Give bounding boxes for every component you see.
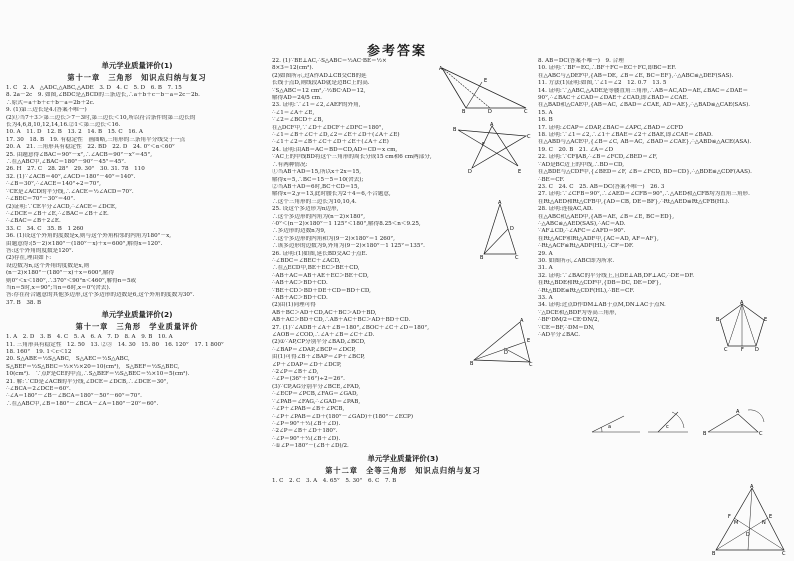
- answer-line: ∵AC上的中线BD将这个三角形的周长分成15 cm和6 cm两部分,: [272, 154, 432, 161]
- answer-line: 答:这个外角的度数是120°.: [6, 247, 74, 254]
- answer-line: 10. A 11. D 12. B 13. 2 14. B 15. C 16. A: [6, 129, 143, 136]
- answer-line: 在△ABD与△ACE中,{∠B＝∠C, AB＝AC, ∠BAD＝∠CAE},∴△ABD≌△ACE(ASA).: [538, 139, 752, 146]
- answer-line: ∴Rt△BDE≌Rt△CDF(HL),∴BE＝CF.: [538, 287, 635, 294]
- answer-line: 在△BAD和△CAE中,{AB＝AC, ∠BAD＝∠CAE, AD＝AE},∴△BAD≌△CAE(SAS).: [538, 102, 751, 109]
- answer-line: ∴∠P＋∠PAB＝∠D＋(180°－∠GAD)＋(180°－∠ECP): [272, 413, 414, 420]
- answer-line: 25. 设这个多边形为n边形,: [272, 206, 339, 213]
- answer-line: ∴在△ABC中,∠B＝180°－∠BCA－∠A＝180°－20°＝60°.: [6, 400, 159, 407]
- fig22-label-e: E: [484, 78, 488, 84]
- answer-line: (n－2)×180°－(180°－x)＋x＝600°,解得: [6, 270, 115, 277]
- answer-line: 当n＝5时,x＝90°;当n＝6时,x＝0°(舍去).: [6, 284, 111, 291]
- answer-line: 37. B 38. B: [6, 299, 42, 306]
- answer-line: 由题意得:(5－2)×180°－(180°－x)＋x＝600°,解得x＝120°.: [6, 240, 163, 247]
- answer-line: 长为4,6,8,10,12,14,16.②1＜第三边长＜16.: [6, 122, 121, 129]
- fig28-label-e: E: [764, 317, 768, 323]
- fig34-label-b: B: [712, 551, 716, 556]
- answer-line: S△BEF＝½S△BEC＝½×½×20＝10(cm²), S△BEF＝½S△BEC,: [6, 363, 180, 370]
- answer-line: 22. 证明:∵CF∥AB,∴∠B＝∠FCD,∠BED＝∠F,: [538, 154, 658, 161]
- chapter-heading-3: 第十二章 全等三角形 知识点归纳与复习: [325, 465, 481, 475]
- answer-line: 长线于点D,则线段AD就是边BC上的高.: [272, 80, 370, 87]
- answer-line: ∠AOB＝∠COD,∴∠A＋∠B＝∠C＋∠D.: [272, 332, 375, 339]
- answer-line: 23. 证明:∵∠1＝∠2,∠AEF的外角,: [272, 102, 361, 109]
- chapter-heading-2: 第十一章 三角形 学业质量评价: [75, 322, 199, 332]
- answer-line: (2)证明:∵CE平分∠ACD,∴∠ACE＝∠DCE,: [6, 203, 117, 210]
- fig34-label-d: D: [746, 532, 750, 538]
- fig34-label-c: C: [782, 551, 786, 556]
- answer-line: 在Rt△AED和Rt△CFB中,{AD＝CB, DE＝BF},∴Rt△AED≌Rt△CFB(HL).: [538, 198, 730, 205]
- answer-line: 由(1)可得∠B＋∠BAP＝∠P＋∠BCP,: [272, 354, 365, 361]
- answer-line: ∴BE＝CF.: [538, 176, 565, 183]
- answer-line: 24. 证明:由AB＝AC＝BD＝CD,AD＝CD＝x cm,: [272, 146, 398, 153]
- answer-line: 8. AB＝DC(答案不唯一) 9. 合理: [538, 58, 624, 64]
- answer-line: ∴这个多边形的内角和为(9－2)×180°＝1 260°,: [272, 235, 395, 242]
- fig24-label-c: C: [515, 255, 519, 260]
- answer-line: ∵∠PAB＝∠FAG,∴∠GAD＝∠PAB,: [272, 398, 361, 405]
- answer-line: ∴①∠P＝180°－(∠B＋∠D)/2.: [272, 443, 349, 450]
- fig26-label-d: D: [504, 350, 508, 356]
- answer-line: 则0°＜x＜180°,∴370°＜90°n＜460°,解得n＝5或: [6, 277, 137, 284]
- figure-24-isosceles: [480, 200, 520, 260]
- section-heading-1: 单元学业质量评价(1): [101, 61, 173, 70]
- answer-line: 9. (1)第三边长是4.(答案不唯一): [6, 107, 87, 114]
- fig24-label-b: B: [480, 255, 484, 260]
- fig22-label-c: C: [524, 109, 528, 114]
- answer-line: ∴∠B＝30°,∴∠ACE＝140°÷2＝70°,: [6, 181, 101, 188]
- answer-line: ∴这个三角形的三边长为10,10,4.: [272, 198, 357, 205]
- answer-line: ①当AB＋AD＝15,所以x＋2x＝15,: [272, 169, 362, 176]
- answer-line: 10. 证明:∵BF＝EC,∴BF＋FC＝EC＋FC,即BC＝EF.: [538, 65, 677, 72]
- answer-line: 1. C 2. A △ADC,△ABC,△ADE 3. D 4. C 5. D 6. B 7. 15: [6, 85, 182, 91]
- answer-line: 解得x＝5,∴BC＝15－5＝10(舍去);: [272, 176, 364, 183]
- answer-line: ∴BF·DM/2＝CE·DN/2,: [538, 317, 600, 324]
- answer-line: ∴∠ECP＝∠PCB,∠FAG＝∠GAD,: [272, 391, 359, 398]
- answer-list-4: [272, 478, 534, 485]
- answer-line: ∵CE＝BF,∴DM＝DN,: [538, 324, 595, 331]
- answer-line: 32. 证明:∵∠BAC的平分线上,且DE⊥AB,DF⊥AC,∴DE＝DF.: [538, 272, 695, 279]
- fig28-label-f: F: [741, 347, 744, 352]
- answer-line: 1. C 2. C 3. A 4. 65° 5. 30° 6. C 7. B: [272, 477, 397, 484]
- answer-line: ∴该多边形的边数为9,外角为(9－2)×180°－1 125°＝135°.: [272, 243, 425, 250]
- figure-30-construction: [588, 408, 788, 436]
- fig34-label-m: M: [734, 520, 739, 526]
- answer-line: 在△BDE与△CDF中,{∠BED＝∠F, ∠B＝∠FCD, BD＝CD},∴△BDE≌△CDF(AAS).: [538, 169, 752, 176]
- section-heading-3: 单元学业质量评价(3): [367, 453, 439, 463]
- answer-line: 17. 证明:∠CAP＝∠DAP,∠BAC＝∠APC,∠BAD＝∠CFD: [538, 124, 684, 131]
- answer-line: ∴AB＋AC＝AB＋AE＋EC＞BE＋CD,: [272, 272, 369, 279]
- answer-line: 解得x＝2,y＝13,此时腰长为2＋4＝6,不合题意,: [272, 191, 391, 198]
- fig34-label-f: F: [728, 514, 731, 520]
- page-title: 参考答案: [366, 44, 427, 59]
- fig28-label-d: D: [755, 347, 759, 352]
- answer-line: ∴∠P＝(36°＋16°)÷2＝26°.: [272, 376, 345, 383]
- fig30-label-a: A: [736, 409, 740, 415]
- answer-line: ∴0°＜(n－2)×180°－1 125°＜180°,解得8.25＜n＜9.25,: [272, 220, 421, 227]
- answer-list-5: [538, 58, 790, 339]
- fig22-label-b: B: [462, 109, 466, 114]
- answer-line: ∴这个多边形的内角为(n－2)×180°,: [272, 213, 365, 220]
- answer-line: 25. 由题意得∠BAC＝90°－x°,∴∠ACB＝90°－x°＝45°,: [6, 151, 153, 158]
- answer-line: 28. 证明:连接AC,AD.: [538, 206, 593, 213]
- answer-line: 在△DCF中,∵∠D＋∠DCF＋∠DFC＝180°,: [272, 124, 384, 131]
- answer-line: ∴∠1＋∠2＝∠B＋∠C＋∠D＋∠E＋(∠A＋∠E): [272, 139, 389, 146]
- answer-line: ∵△DCE和△BDF为等高三角形,: [538, 309, 617, 316]
- answer-line: 34. 证明:过点D作DM⊥AB于点M,DN⊥AC于点N.: [538, 302, 666, 309]
- fig34-label-n: N: [762, 520, 766, 526]
- fig23-label-f: F: [482, 142, 485, 148]
- answer-line: ∴在△ECD中,BE＋EC＞BE＋CD,: [272, 265, 360, 272]
- fig30-label-a-small: a: [608, 424, 612, 430]
- fig24-label-d: D: [510, 226, 514, 232]
- answer-line: ∴∠P＋∠PAB＝∠B＋∠PCB,: [272, 406, 345, 413]
- answer-line: ∴∠A＝180°－∠B－∠BCA＝180°－50°－60°＝70°.: [6, 393, 142, 400]
- answer-line: ∴∠P＝90°＋½(∠B＋∠D).: [272, 420, 341, 427]
- answer-line: 在△ABC和△AED中,{AB＝AE, ∠B＝∠E, BC＝ED},: [538, 213, 674, 220]
- answer-line: 14. 证明:∵△ABC,△ADE是等腰直角三角形,∴AB＝AC,AD＝AE,∠BAC＝∠DAE＝: [538, 87, 749, 94]
- answer-line: (2)存在,理由如下:: [6, 255, 52, 262]
- answer-line: 解得AD＝24/5 cm.: [272, 95, 322, 102]
- answer-line: ∵AD是BC边上的中线,∴BD＝CD,: [538, 161, 625, 168]
- answer-line: ∵BE＋CD＞BD＋DE＋CD＝BD＋CD,: [272, 287, 371, 294]
- answer-line: (2)如图所示,过A作AD⊥CB交CB的延: [272, 72, 367, 79]
- answer-line: 23. C 24. C 25. AB＝DC(答案不唯一) 26. 3: [538, 183, 665, 190]
- answer-line: ∴∠BAP＝∠DAP,∠BCP＝∠DCP,: [272, 346, 356, 353]
- fig26-label-b: B: [470, 361, 474, 366]
- answer-line: ∴原式＝a＋b＋c＋b－a＝2b＋2c.: [6, 99, 95, 106]
- answer-line: 90°,∴∠BAC＋∠CAD＝∠DAE＋∠CAD,即∠BAD＝∠CAE.: [538, 95, 689, 102]
- fig30-label-b: B: [703, 431, 707, 436]
- answer-list-1: [6, 85, 268, 307]
- fig23-label-d: D: [468, 169, 472, 174]
- answer-line: 26. H 27. C 28. 28° 29. 30° 30. 31. 78 110: [6, 166, 145, 173]
- answer-line: 在△ABC与△DEF中,{AB＝DE, ∠B＝∠E, BC＝EF},∴△ABC≌△DEF(SAS).: [538, 72, 734, 79]
- fig24-label-a: A: [498, 200, 502, 206]
- figure-26-triangle: [470, 318, 534, 366]
- answer-line: 36. (1)设这个外角的度数是x,则与这个外角相邻的内角为180°－x,: [6, 233, 171, 240]
- answer-line: 17. 30 18. B 19. 有稳定性 画图略,三角形的三条角平分线交于一点: [6, 136, 186, 143]
- answer-line: 18. 160° 19. 1＜c＜12: [6, 349, 72, 355]
- answer-line: (2)①∵AP,CP分别平分∠BAD,∠BCD,: [272, 339, 366, 346]
- answer-line: (3)∵CP,AG分别平分∠BCE,∠FAD,: [272, 383, 361, 390]
- answer-line: ∴∠BDC＝∠BEC＋∠ACD,: [272, 257, 341, 264]
- answer-line: ∴2∠P＝∠B＋∠D,: [272, 369, 319, 376]
- answer-line: 18. 证明:∵∠1＝∠2,∴∠1＋∠BAE＝∠2＋∠BAE,即∠CAE＝∠BAD.: [538, 132, 713, 139]
- answer-line: ∵S△ABC＝12 cm²,∴½BC·AD＝12,: [272, 87, 366, 94]
- answer-line: 29. A: [538, 250, 553, 257]
- answer-line: 11. 方法(1)证明:如图,∵∠1＝∠2 12. 0.7 13. 5: [538, 80, 667, 87]
- fig26-label-a: A: [520, 318, 524, 324]
- answer-line: 16. B: [538, 117, 553, 124]
- answer-line: ∴AB＋AC＞BD＋CD.: [272, 295, 328, 301]
- fig30-label-c: C: [759, 431, 763, 436]
- answer-line: ∴∠1＝∠A＋∠E,: [272, 109, 315, 116]
- fig23-label-c: C: [527, 134, 531, 140]
- fig23-label-a: A: [490, 122, 494, 128]
- fig28-label-b: B: [716, 317, 720, 323]
- answer-line: ∴∠BAC＝∠B＋2∠E.: [6, 218, 61, 225]
- answer-line: ∵∠2＝∠BCD＋∠B,: [272, 117, 324, 124]
- answer-line: ∴2∠P＝∠B＋∠D＋180°.: [272, 428, 338, 435]
- fig22-label-d: D: [488, 109, 492, 114]
- chapter-heading-1: 第十一章 三角形 知识点归纳与复习: [67, 73, 207, 82]
- answer-line: ∵CE是∠ACD的平分线,∴∠ACE＝½∠ACD＝70°.: [6, 188, 134, 195]
- answer-line: ∴△ABC≌△AED(SAS),∴AC＝AD.: [538, 220, 626, 227]
- answer-line: 30. 如图所示,∠ABC即为所求.: [538, 257, 615, 264]
- answer-line: ∴AB＋AC＞BD＋CD.: [272, 280, 328, 287]
- answer-line: 33. A: [538, 295, 553, 301]
- fig22-label-a: A: [439, 66, 443, 72]
- answer-line: 22. (1)∵BE⊥AC,∴S△ABC＝½AC·BE＝½×: [272, 58, 387, 64]
- fig26-label-c: C: [529, 362, 533, 366]
- answer-line: 20. A 21. 三角形具有稳定性 22. BD 22. D 24. 0°＜α＜60°: [6, 144, 175, 151]
- answer-line: 27. 证明:∵∠CFB＝90°,∴∠AED＝∠CFB＝90°,∴△AED和△CFB均为直角三角形.: [538, 191, 750, 198]
- answer-line: AB＋AC＞BD＋CD,∴AB＋AC＋BC＞AD＋BD＋CD.: [272, 317, 411, 324]
- answer-line: ②当AB＋AD＝6时,BC＋CD＝15,: [272, 183, 360, 190]
- answer-line: 8×3＝12(cm²).: [272, 65, 314, 72]
- answer-line: ∴∠BCA＝2∠DCE＝60°.: [6, 386, 71, 393]
- answer-line: 设边数为n,这个外角的度数是x,则: [6, 262, 90, 269]
- answer-line: ∴在△ABC中,∠BAC＝180°－90°－45°＝45°.: [6, 159, 126, 166]
- answer-line: 1. A 2. D 3. B 4. C 5. A 6. A 7. D 8. A 9. B 10. A: [6, 334, 173, 341]
- answer-line: ∴AD平分∠BAC.: [538, 332, 580, 339]
- answer-line: 27. (1)∵∠ADB＋∠A＋∠B＝180°,∠BOC＋∠C＋∠D＝180°,: [272, 324, 429, 331]
- answer-line: 10(cm²). ∵点F是CE的中点,∴S△BEF＝½S△BEC＝½×10＝5(cm²).: [6, 371, 190, 378]
- fig30-label-c-small: c: [666, 424, 669, 430]
- figure-23-star: [452, 122, 532, 174]
- answer-list-2: [6, 334, 268, 408]
- section-heading-2: 单元学业质量评价(2): [101, 310, 173, 320]
- answer-line: (2)①当7＋3＞第三边长＞7－3时,第三边长＜10,所以符合条件的第三边长的: [6, 114, 196, 121]
- answer-line: 31. A: [538, 265, 553, 272]
- fig28-label-c: C: [724, 347, 728, 352]
- answer-line: ∴Rt△ACF≌Rt△ADF(HL),∴CF＝DF.: [538, 243, 634, 250]
- answer-line: ∴有两种情况:: [272, 161, 308, 168]
- answer-line: ∴∠P＝90°＋½(∠B＋∠D).: [272, 435, 341, 442]
- answer-line: 20. S△ABE＝½S△ABC, S△AEC＝½S△ABC,: [6, 356, 130, 363]
- answer-line: 15. A: [538, 109, 553, 116]
- answer-line: ∵AF⊥CD,∴∠AFC＝∠AFD＝90°.: [538, 228, 626, 235]
- answer-line: 26. 证明:(1)如图,延长BD交AC于点E.: [272, 250, 368, 257]
- answer-line: 8. 2a－2c 9. 如图,∠BDC是△BCD的三条边长,∴a＋b＋c－b－a＝2c－2b.: [6, 92, 200, 99]
- answer-line: AB＋BC＞AD＋CD,AC＋BC＞AD＋BD,: [272, 309, 377, 316]
- answer-line: 19. C 20. B 21. ∠A＝∠D: [538, 146, 614, 153]
- answer-line: 21. 解:∵CD是∠ACB的平分线,∠DCE＝∠DCB,∴∠DCE＝30°,: [6, 378, 169, 385]
- answer-line: ∴∠1＝∠B＋∠C＋∠D,∠2＝∠E＋∠D＋(∠A＋∠E): [272, 132, 400, 139]
- answer-line: (2)由(1)同理可得: [272, 302, 316, 309]
- answer-line: 在Rt△ACF和Rt△ADF中,{AC＝AD, AF＝AF},: [538, 235, 659, 242]
- figure-34-triangle: [712, 484, 788, 556]
- answer-line: ∴∠DCE＝∠B＋∠E,∴∠BAC＝∠B＋∠E.: [6, 210, 109, 217]
- answer-line: 33. C 34. C 35. B 1 260: [6, 225, 84, 232]
- fig34-label-e: E: [769, 514, 773, 520]
- answer-line: 32. (1)∵∠ACB＝40°,∠ACD＝180°－40°＝140°.: [6, 173, 136, 180]
- figure-22-triangle: [438, 64, 530, 114]
- answer-line: 答:存在符合题意的其他多边形,这个多边形的边数是6,这个外角的度数为30°.: [6, 292, 195, 299]
- fig23-label-b: B: [453, 127, 457, 133]
- fig34-label-a: A: [750, 484, 754, 490]
- answer-line: ∠P＋∠DAP＝∠D＋∠DCP,: [272, 361, 342, 368]
- answer-line: ∴多边形的边数n为9,: [272, 228, 326, 235]
- answer-line: 在Rt△BDE和Rt△CDF中,{DB＝DC, DE＝DF},: [538, 280, 662, 287]
- column-left: [6, 58, 268, 558]
- fig26-label-e: E: [527, 338, 531, 344]
- figure-28-pentagon: [716, 300, 768, 352]
- fig23-label-e: E: [518, 169, 522, 174]
- answer-line: ∴∠BEC＝70°－30°＝40°.: [6, 196, 76, 203]
- fig28-label-a: A: [740, 300, 744, 306]
- answer-line: 11. 三角形具有稳定性 12. 50 13. ②③ 14. 30 15. 80 16. 120° 17. 1 800°: [6, 341, 224, 348]
